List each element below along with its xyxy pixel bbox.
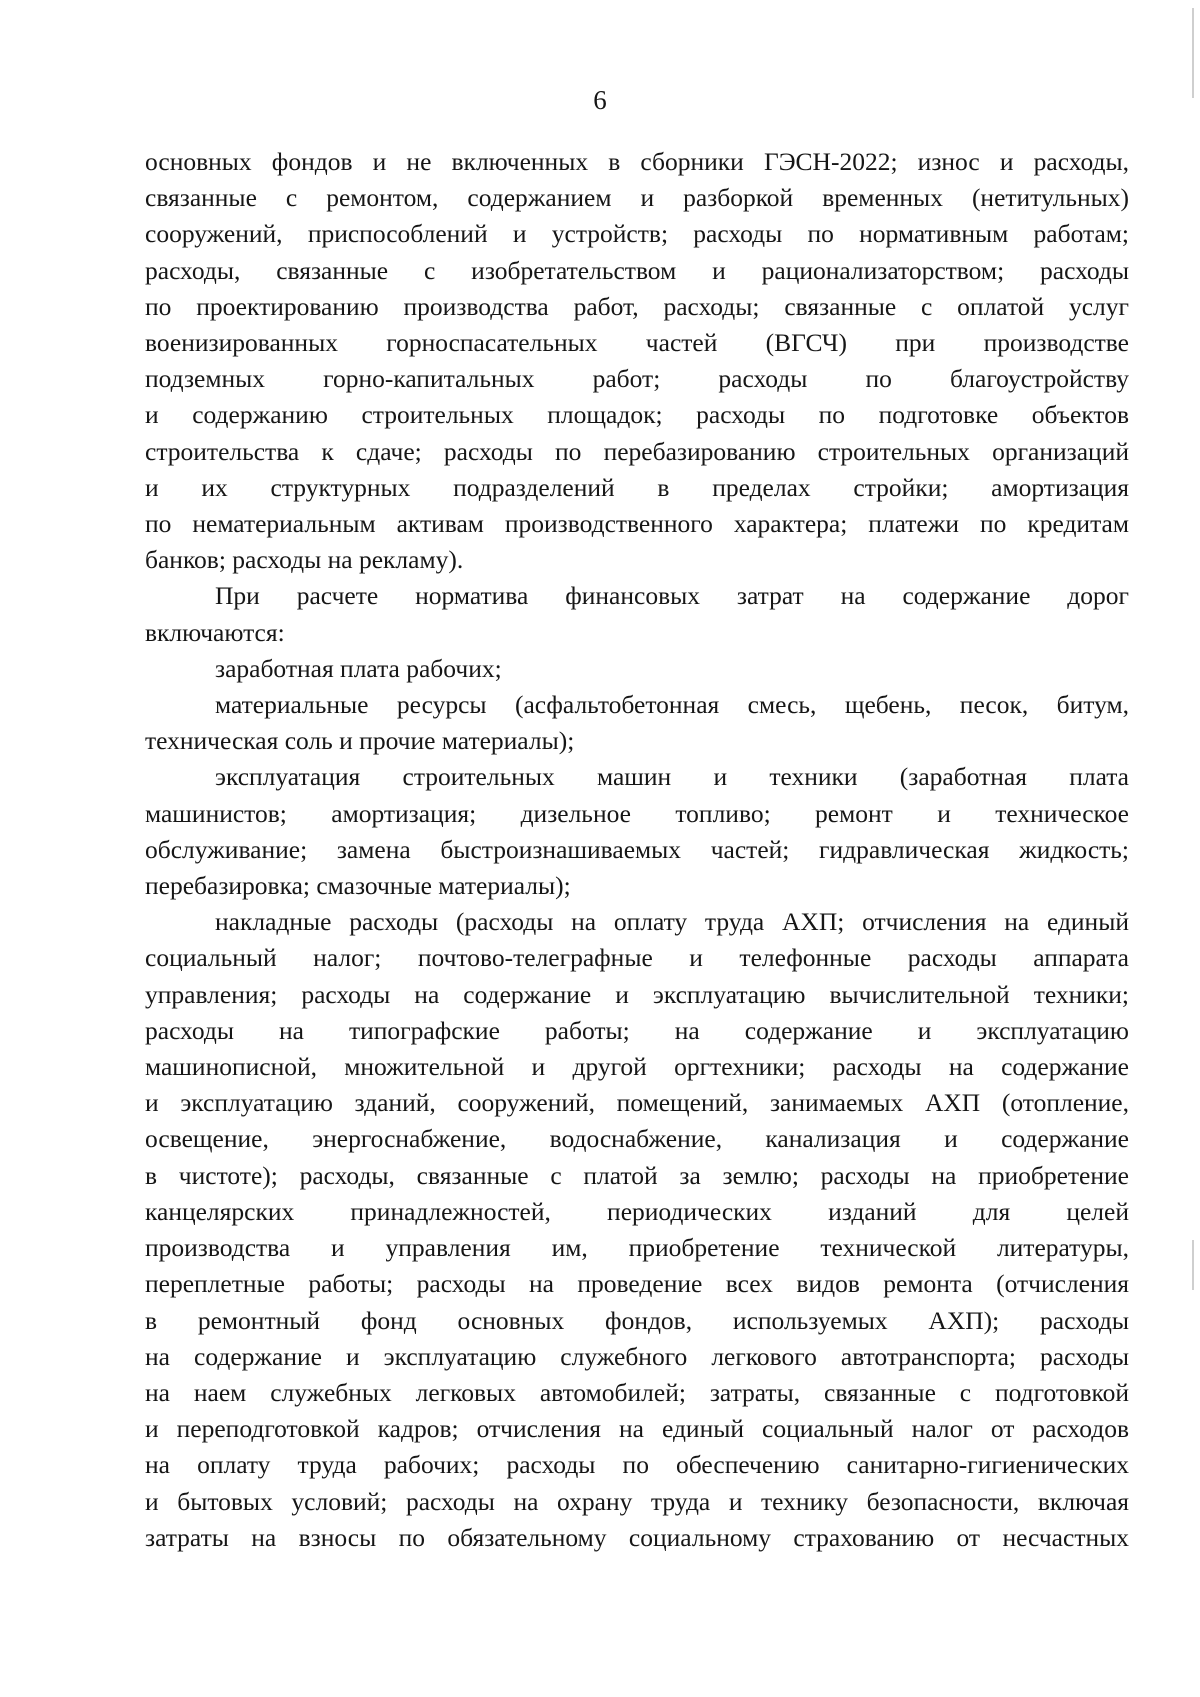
text-line: и их структурных подразделений в пределах стройки; амортизация [145,472,1129,502]
text-line: военизированных горноспасательных частей (ВГСЧ) при производстве [145,328,1129,358]
text-line: обслуживание; замена быстроизнашиваемых частей; гидравлическая жидкость; [145,834,1129,864]
text-line: социальный налог; почтово-телеграфные и телефонные расходы аппарата [145,943,1129,973]
text-line: канцелярских принадлежностей, периодических изданий для целей [145,1196,1129,1226]
text-line: затраты на взносы по обязательному социальному страхованию от несчастных [145,1522,1129,1552]
text-line: накладные расходы (расходы на оплату труда АХП; отчисления на единый [215,907,1129,937]
scan-edge-mark [1192,1240,1194,1290]
text-line: связанные с ремонтом, содержанием и разборкой временных (нетитульных) [145,183,1129,213]
text-line: подземных горно-капитальных работ; расходы по благоустройству [145,364,1129,394]
text-line: включаются: [145,617,285,647]
text-line: расходы, связанные с изобретательством и рационализаторством; расходы [145,255,1129,285]
paragraph [145,144,1129,578]
paragraph [145,759,1129,904]
text-line: по проектированию производства работ, расходы; связанные с оплатой услуг [145,291,1129,321]
text-line: в чистоте); расходы, связанные с платой за землю; расходы на приобретение [145,1160,1129,1190]
text-line: техническая соль и прочие материалы); [145,726,575,756]
text-line: освещение, энергоснабжение, водоснабжение, канализация и содержание [145,1124,1129,1154]
text-line: банков; расходы на рекламу). [145,545,464,575]
text-line: сооружений, приспособлений и устройств; расходы по нормативным работам; [145,219,1129,249]
text-line: основных фондов и не включенных в сборники ГЭСН-2022; износ и расходы, [145,147,1129,176]
text-line: При расчете норматива финансовых затрат на содержание дорог [215,581,1129,611]
text-line: эксплуатация строительных машин и техники (заработная плата [215,762,1129,792]
text-line: машинописной, множительной и другой оргтехники; расходы на содержание [145,1052,1129,1082]
text-line: расходы на типографские работы; на содержание и эксплуатацию [145,1015,1129,1045]
text-line: производства и управления им, приобретение технической литературы, [145,1233,1129,1263]
paragraph [145,578,1129,650]
paragraph [145,651,1129,687]
text-line: перебазировка; смазочные материалы); [145,871,571,901]
text-line: материальные ресурсы (асфальтобетонная смесь, щебень, песок, битум, [215,690,1129,720]
text-line: на наем служебных легковых автомобилей; затраты, связанные с подготовкой [145,1377,1129,1407]
text-line: и бытовых условий; расходы на охрану труда и технику безопасности, включая [145,1486,1129,1516]
text-line: строительства к сдаче; расходы по перебазированию строительных организаций [145,436,1129,466]
text-line: на оплату труда рабочих; расходы по обеспечению санитарно-гигиенических [145,1450,1129,1480]
paragraph [145,687,1129,759]
text-line: переплетные работы; расходы на проведение всех видов ремонта (отчисления [145,1269,1129,1299]
text-line: на содержание и эксплуатацию служебного легкового автотранспорта; расходы [145,1341,1129,1371]
paragraph [145,904,1129,1556]
text-line: в ремонтный фонд основных фондов, используемых АХП); расходы [145,1305,1129,1335]
text-line: и переподготовкой кадров; отчисления на единый социальный налог от расходов [145,1414,1129,1444]
text-line: заработная плата рабочих; [215,653,502,683]
text-line: и эксплуатацию зданий, сооружений, помещений, занимаемых АХП (отопление, [145,1088,1129,1118]
document-body [145,144,1129,1556]
text-line: и содержанию строительных площадок; расходы по подготовке объектов [145,400,1129,430]
text-line: машинистов; амортизация; дизельное топливо; ремонт и техническое [145,798,1129,828]
text-line: управления; расходы на содержание и эксплуатацию вычислительной техники; [145,979,1129,1009]
text-line: по нематериальным активам производственного характера; платежи по кредитам [145,509,1129,539]
page-number: 6 [593,85,607,115]
